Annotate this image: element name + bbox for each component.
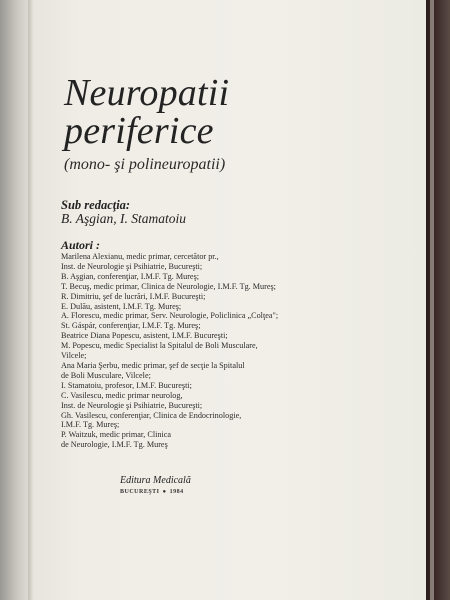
authors-list [61, 252, 401, 450]
book-title-line-1: Neuropatii [64, 72, 230, 114]
authors-label: Autori : [61, 238, 101, 252]
book-subtitle: (mono- şi polineuropatii) [64, 156, 226, 173]
book-spine [0, 0, 28, 600]
author-line: E. Dulău, asistent, I.M.F. Tg. Mureş; [61, 301, 182, 311]
imprint-separator: ● [162, 489, 167, 495]
editors-label: Sub redacţia: [61, 198, 131, 212]
author-line: T. Becuş, medic primar, Clinica de Neurologie, I.M.F. Tg. Mureş; [61, 281, 276, 291]
page-stack-edge [430, 0, 434, 600]
author-line: C. Vasilescu, medic primar neurolog, [61, 390, 183, 400]
author-line: Ana Maria Şerbu, medic primar, şef de secţie la Spitalul [61, 360, 245, 370]
publisher-name: Editura Medicală [120, 475, 191, 486]
author-line: Marilena Alexianu, medic primar, cercetător pr., [61, 252, 219, 261]
author-line: de Neurologie, I.M.F. Tg. Mureş [61, 440, 168, 450]
author-line: St. Gáspár, conferenţiar, I.M.F. Tg. Mureş; [61, 321, 201, 331]
author-line: Inst. de Neurologie şi Psihiatrie, Bucureşti; [61, 400, 203, 410]
author-line: de Boli Musculare, Vilcele; [61, 370, 151, 380]
author-line: I.M.F. Tg. Mureş; [61, 420, 120, 430]
book-title [64, 74, 394, 150]
editors-names: B. Aşgian, I. Stamatoiu [61, 211, 187, 226]
publisher-city: BUCUREŞTI [120, 489, 160, 495]
author-line: B. Aşgian, conferenţiar, I.M.F. Tg. Mureş; [61, 271, 200, 281]
author-line: I. Stamatoiu, profesor, I.M.F. Bucureşti; [61, 380, 192, 390]
author-line: Gh. Vasilescu, conferenţiar, Clinica de Endocrinologie, [61, 410, 242, 420]
author-line: Vilcele; [61, 351, 87, 361]
author-line: R. Dimitriu, şef de lucrări, I.M.F. Bucureşti; [61, 291, 206, 301]
book-title-line-2: periferice [64, 110, 214, 152]
publisher-year: 1984 [169, 489, 184, 495]
publisher-imprint [120, 489, 184, 495]
author-line: P. Waitzuk, medic primar, Clinica [61, 430, 172, 440]
author-line: Beatrice Diana Popescu, asistent, I.M.F. Bucureşti; [61, 331, 228, 341]
author-line: Inst. de Neurologie şi Psihiatrie, Bucureşti; [61, 261, 203, 271]
author-line: M. Popescu, medic Specialist la Spitalul de Boli Musculare, [61, 341, 258, 351]
book-cover-edge [426, 0, 450, 600]
author-line: A. Florescu, medic primar, Serv. Neurologie, Policlinica „Colţea"; [61, 311, 279, 321]
